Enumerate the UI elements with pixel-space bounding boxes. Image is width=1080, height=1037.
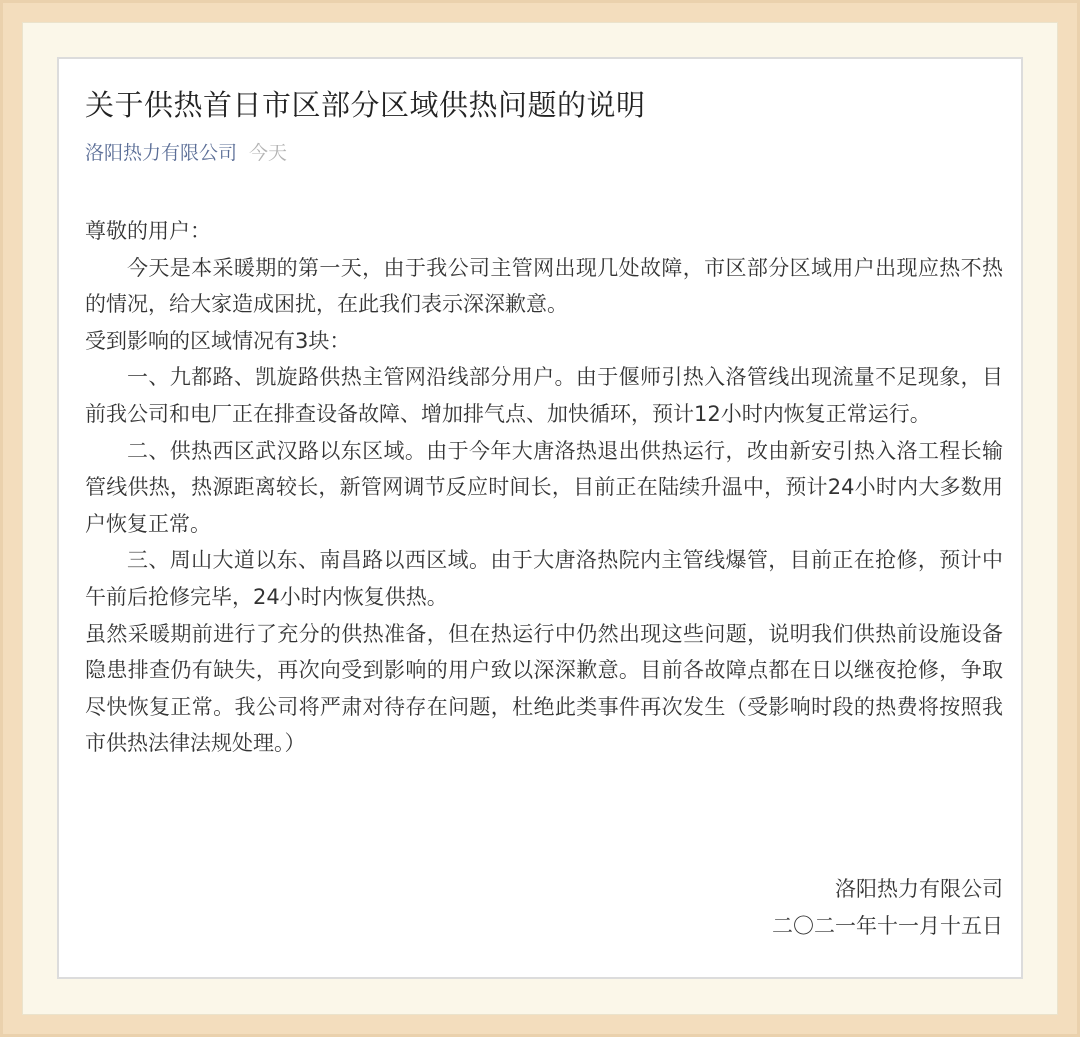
paragraph-area-three: 三、周山大道以东、南昌路以西区域。由于大唐洛热院内主管线爆管，目前正在抢修，预计中午前后抢修完毕，24小时内恢复供热。: [85, 548, 1003, 609]
article-meta: [85, 139, 287, 167]
signature-date: 二〇二一年十一月十五日: [772, 914, 1003, 938]
paragraph-area-one: 一、九都路、凯旋路供热主管网沿线部分用户。由于偃师引热入洛管线出现流量不足现象，目前我公司和电厂正在排查设备故障、增加排气点、加快循环，预计12小时内恢复正常运行。: [85, 365, 1003, 426]
paragraph-intro: 今天是本采暖期的第一天，由于我公司主管网出现几处故障，市区部分区域用户出现应热不热的情况，给大家造成困扰，在此我们表示深深歉意。: [85, 255, 1003, 317]
paragraph-apology: 虽然采暖期前进行了充分的供热准备，但在热运行中仍然出现这些问题，说明我们供热前设施设备隐患排查仍有缺失，再次向受到影响的用户致以深深歉意。目前各故障点都在日以继夜抢修，争取尽快恢复正常。我公司将严肃对待存在问题，杜绝此类事件再次发生（受影响时段的热费将按照我市供热法律法规处理。）: [85, 621, 1003, 756]
paragraph-area-two: 二、供热西区武汉路以东区域。由于今年大唐洛热退出供热运行，改由新安引热入洛工程长输管线供热，热源距离较长，新管网调节反应时间长，目前正在陆续升温中，预计24小时内大多数用户恢复正常。: [85, 438, 1003, 536]
article-title: 关于供热首日市区部分区域供热问题的说明: [85, 88, 646, 122]
paragraph-affected-areas: 受到影响的区域情况有3块：: [85, 328, 351, 353]
greeting: 尊敬的用户：: [85, 219, 211, 243]
publish-date: 今天: [249, 142, 288, 164]
signature-block: [772, 871, 1003, 945]
article-card: [57, 57, 1023, 979]
signature-company: 洛阳热力有限公司: [835, 877, 1003, 901]
article-body: [85, 213, 1003, 762]
author-link[interactable]: 洛阳热力有限公司: [85, 142, 238, 164]
